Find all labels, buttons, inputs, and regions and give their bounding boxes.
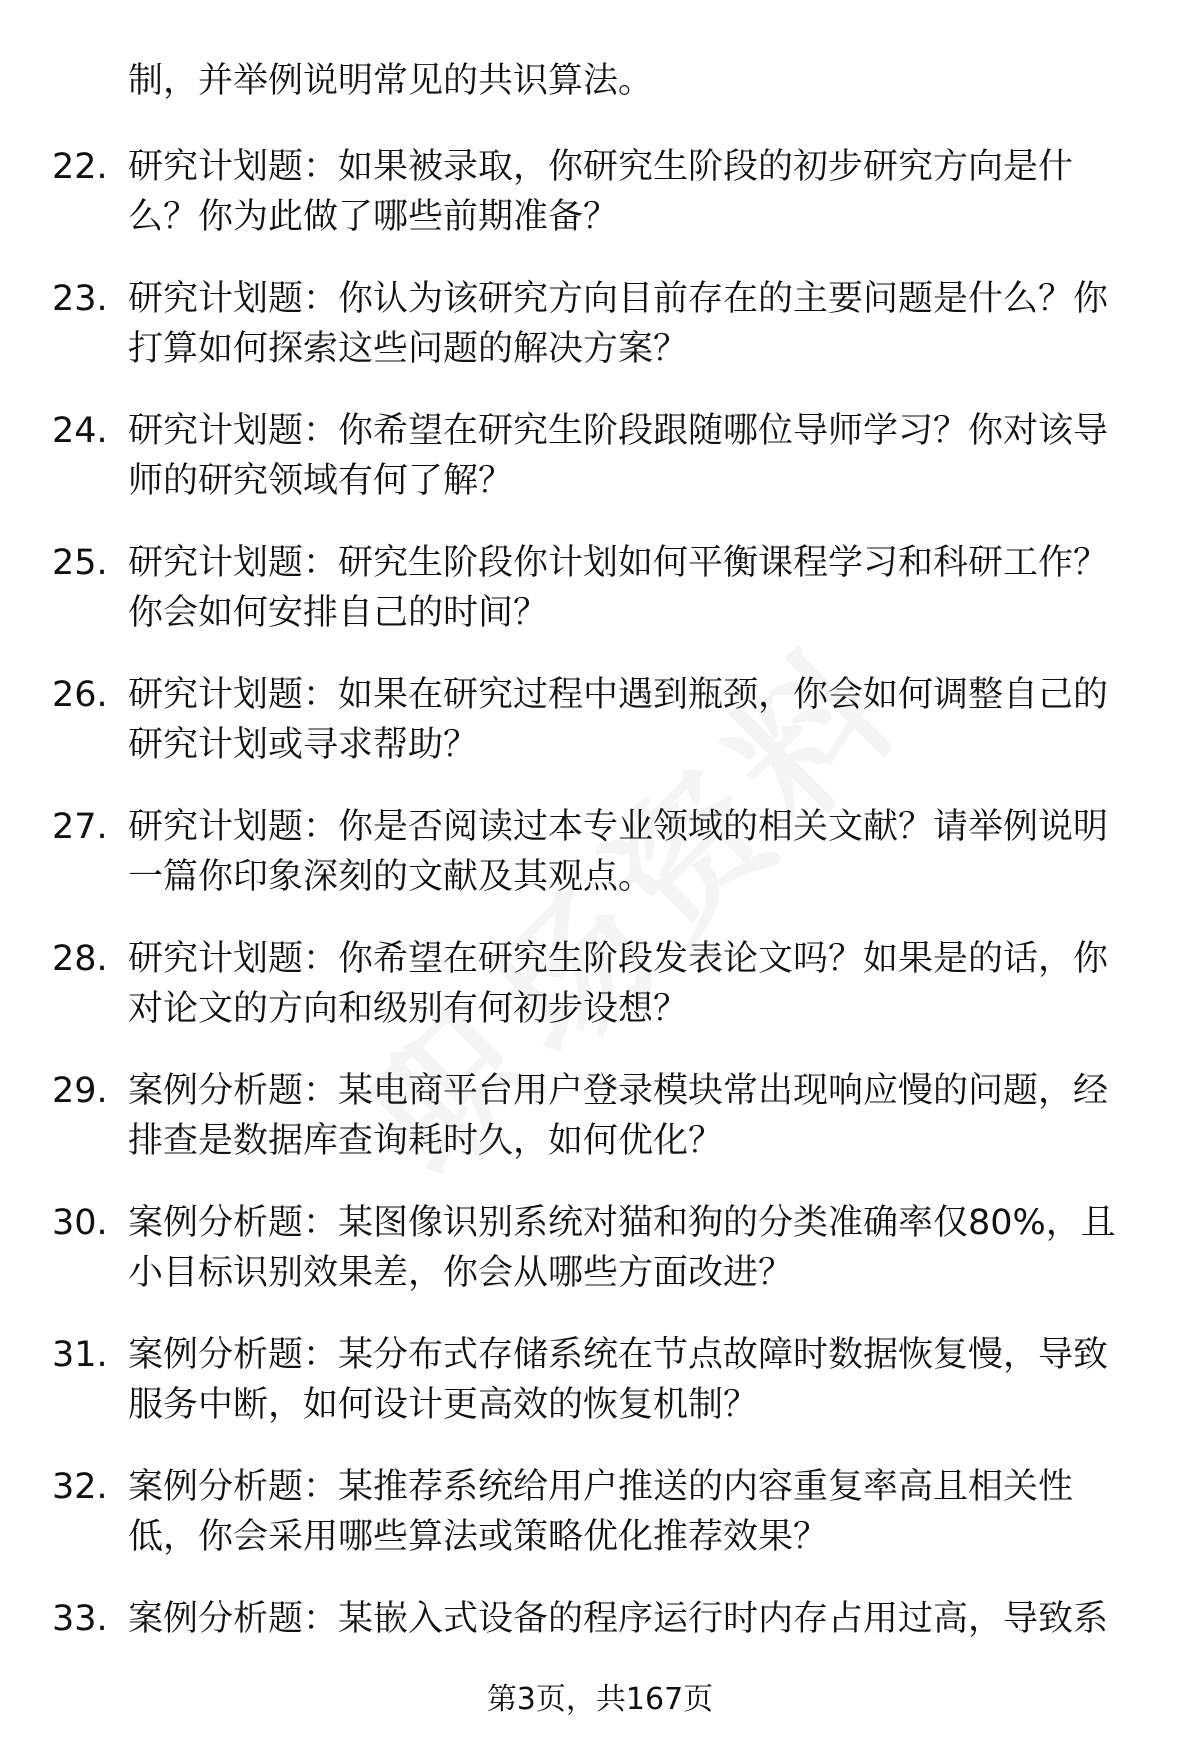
- question-text: 案例分析题：某电商平台用户登录模块常出现响应慢的问题，经排查是数据库查询耗时久，如何优化？: [128, 1071, 1109, 1161]
- question-text: 案例分析题：某推荐系统给用户推送的内容重复率高且相关性低，你会采用哪些算法或策略优化推荐效果？: [128, 1467, 1074, 1557]
- question-number: 23.: [52, 279, 108, 319]
- question-text: 案例分析题：某分布式存储系统在节点故障时数据恢复慢，导致服务中断，如何设计更高效的恢复机制？: [128, 1335, 1109, 1425]
- question-number: 29.: [52, 1071, 108, 1111]
- question-number: 25.: [52, 543, 108, 583]
- question-item-29: [0, 1066, 1200, 1198]
- question-number: 33.: [52, 1599, 108, 1639]
- question-text: 研究计划题：研究生阶段你计划如何平衡课程学习和科研工作？你会如何安排自己的时间？: [128, 543, 1109, 633]
- question-text: 案例分析题：某嵌入式设备的程序运行时内存占用过高，导致系: [128, 1599, 1109, 1639]
- question-text: 研究计划题：你是否阅读过本专业领域的相关文献？请举例说明一篇你印象深刻的文献及其观点。: [128, 807, 1109, 897]
- question-number: 28.: [52, 939, 108, 979]
- question-number: 26.: [52, 675, 108, 715]
- question-item-26: [0, 670, 1200, 802]
- question-item-30: [0, 1198, 1200, 1330]
- question-number: 22.: [52, 147, 108, 187]
- question-list: [0, 142, 1200, 1726]
- page-footer: 第3页，共167页: [486, 1682, 714, 1717]
- question-number: 31.: [52, 1335, 108, 1375]
- question-text: 案例分析题：某图像识别系统对猫和狗的分类准确率仅80%，且小目标识别效果差，你会从哪些方面改进？: [128, 1203, 1116, 1293]
- question-item-22: [0, 142, 1200, 274]
- question-item-28: [0, 934, 1200, 1066]
- question-item-27: [0, 802, 1200, 934]
- question-number: 32.: [52, 1467, 108, 1507]
- question-item-25: [0, 538, 1200, 670]
- question-number: 27.: [52, 807, 108, 847]
- question-number: 30.: [52, 1203, 108, 1243]
- question-item-31: [0, 1330, 1200, 1462]
- question-number: 24.: [52, 411, 108, 451]
- question-text: 研究计划题：你认为该研究方向目前存在的主要问题是什么？你打算如何探索这些问题的解决方案？: [128, 279, 1109, 369]
- question-text: 研究计划题：如果在研究过程中遇到瓶颈，你会如何调整自己的研究计划或寻求帮助？: [128, 675, 1109, 765]
- question-text: 研究计划题：你希望在研究生阶段跟随哪位导师学习？你对该导师的研究领域有何了解？: [128, 411, 1109, 501]
- continuation-text: 制，并举例说明常见的共识算法。: [128, 61, 654, 101]
- question-text: 研究计划题：你希望在研究生阶段发表论文吗？如果是的话，你对论文的方向和级别有何初步设想？: [128, 939, 1109, 1029]
- question-item-32: [0, 1462, 1200, 1594]
- question-item-23: [0, 274, 1200, 406]
- question-text: 研究计划题：如果被录取，你研究生阶段的初步研究方向是什么？你为此做了哪些前期准备？: [128, 147, 1074, 237]
- question-item-24: [0, 406, 1200, 538]
